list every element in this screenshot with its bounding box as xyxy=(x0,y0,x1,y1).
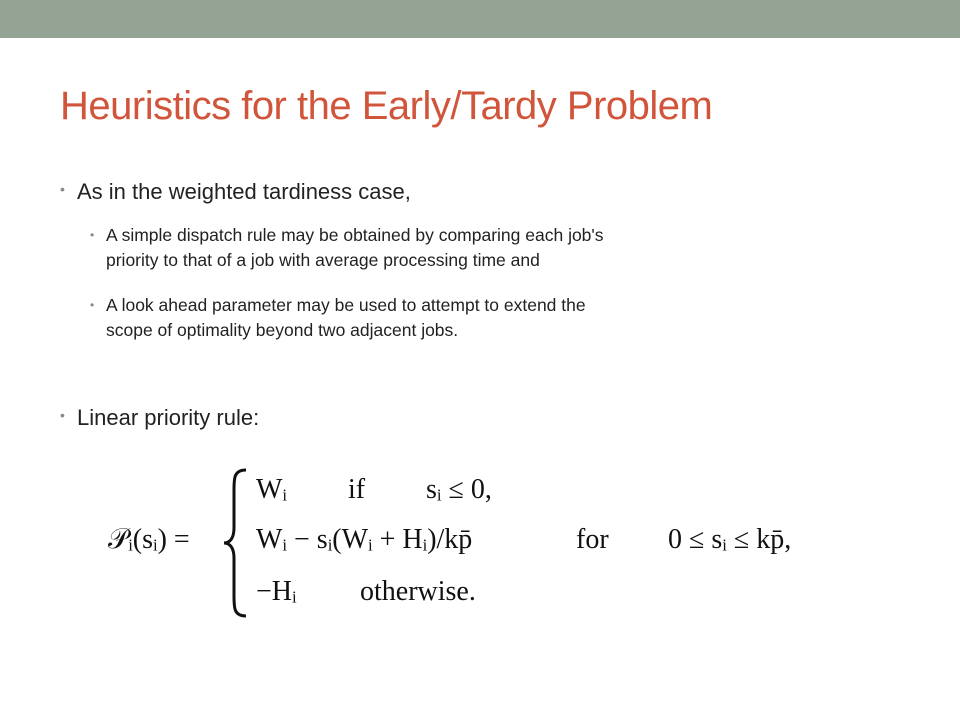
sub-bullet-dispatch-rule xyxy=(106,223,604,273)
case-1-condition: sᵢ ≤ 0, xyxy=(426,474,492,505)
top-bar xyxy=(0,0,960,38)
priority-formula xyxy=(108,458,848,628)
bullet-weighted-tardiness: • As in the weighted tardiness case, xyxy=(77,179,411,205)
case-2-expression: Wᵢ − sᵢ(Wᵢ + Hᵢ)/kp̄ xyxy=(256,524,473,555)
case-1-condition-word: if xyxy=(348,474,366,505)
sub-bullet-look-ahead-line-2: scope of optimality beyond two adjacent jobs. xyxy=(106,320,459,340)
formula-lhs: 𝒫ᵢ(sᵢ) = xyxy=(108,524,190,555)
bullet-linear-priority-rule: • Linear priority rule: xyxy=(77,405,259,431)
case-2-condition: 0 ≤ sᵢ ≤ kp̄, xyxy=(668,524,792,555)
sub-bullet-look-ahead-line-1: • A look ahead parameter may be used to attempt to extend the xyxy=(106,295,586,315)
case-3-condition-word: otherwise. xyxy=(360,576,476,607)
left-brace-icon xyxy=(222,468,250,618)
slide-title: Heuristics for the Early/Tardy Problem xyxy=(60,84,713,128)
sub-bullet-dispatch-line-2: priority to that of a job with average processing time and xyxy=(106,250,540,270)
case-2-condition-word: for xyxy=(576,524,609,555)
sub-bullet-look-ahead xyxy=(106,293,586,343)
case-1-expression: Wᵢ xyxy=(256,474,288,505)
case-3-expression: −Hᵢ xyxy=(256,576,297,607)
sub-bullet-dispatch-line-1: • A simple dispatch rule may be obtained by comparing each job's xyxy=(106,225,604,245)
